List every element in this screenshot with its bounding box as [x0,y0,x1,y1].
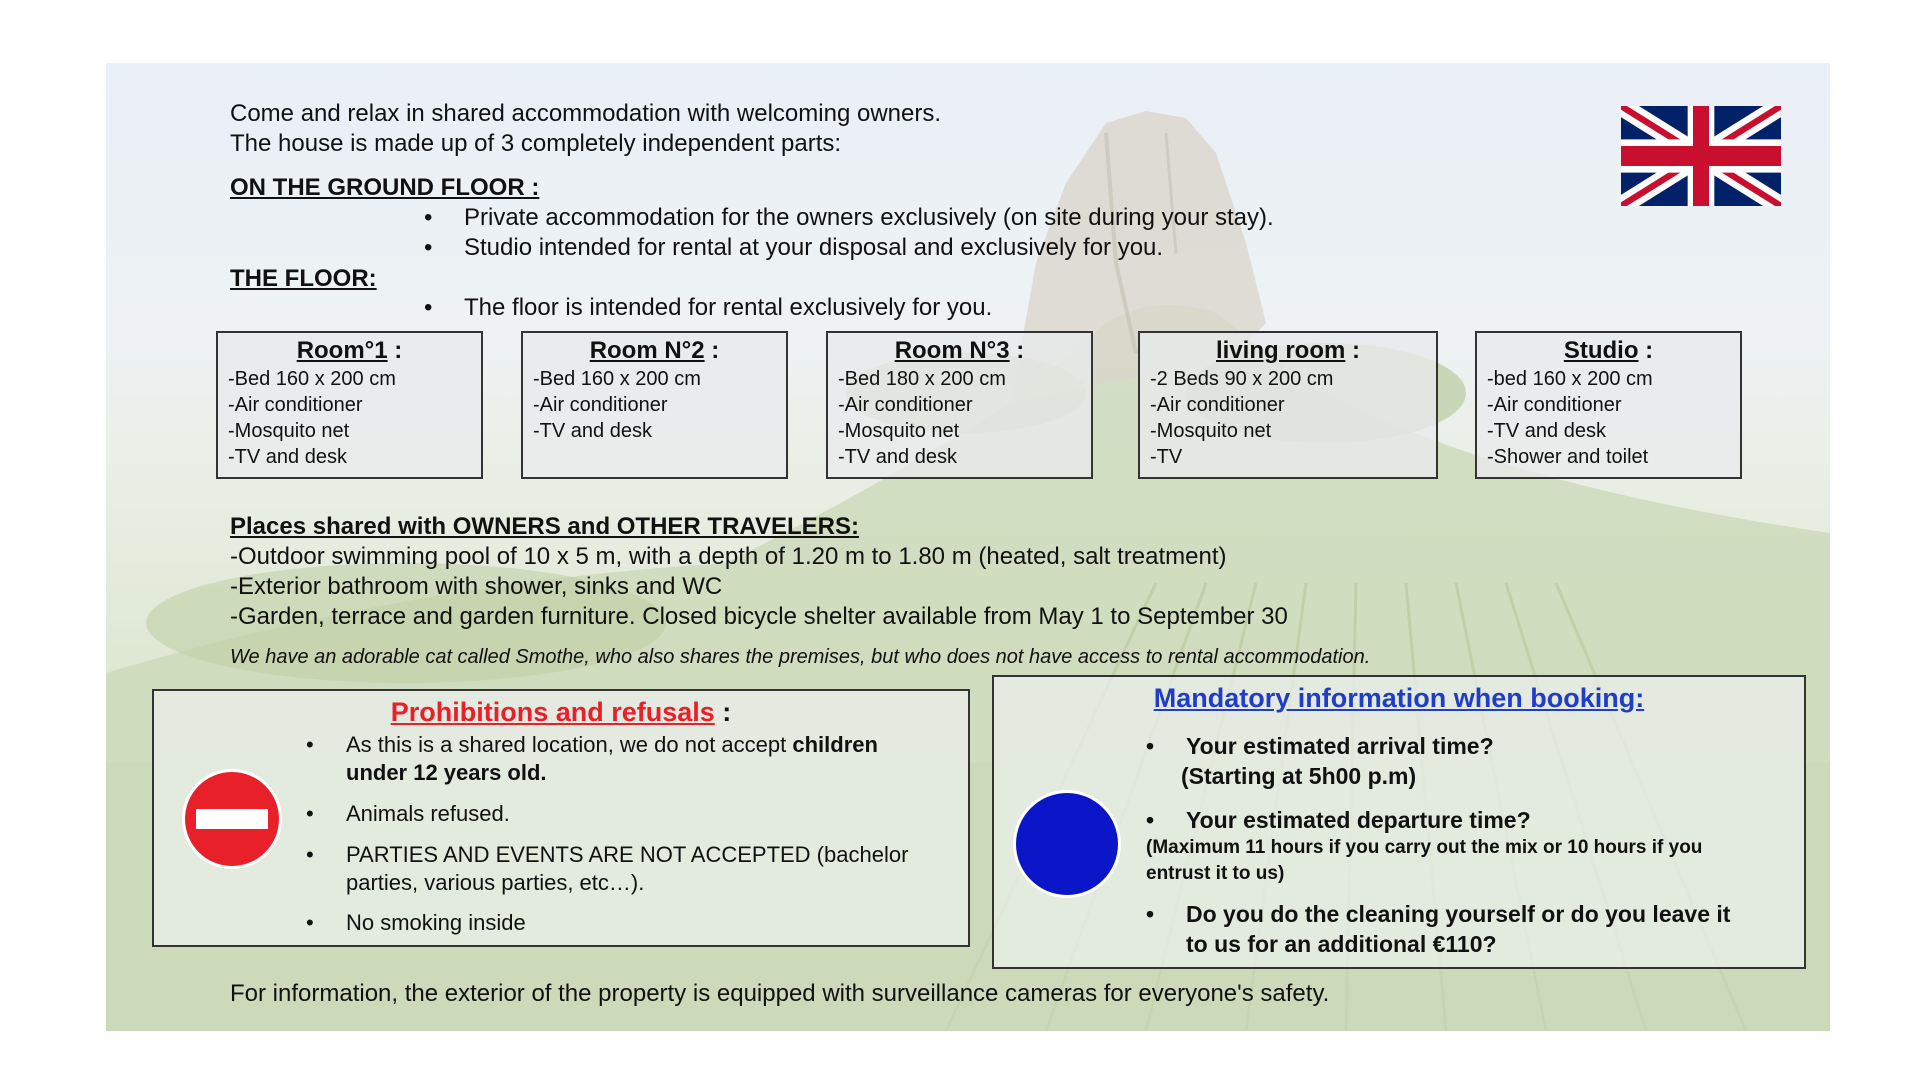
room-card-3 [826,331,1093,479]
cat-note: We have an adorable cat called Smothe, who also shares the premises, but who does not have access to rental accommodation. [230,646,1371,668]
mandatory-circle-icon [1012,789,1122,899]
room-feature: -Shower and toilet [1487,446,1649,468]
ground-floor-heading: ON THE GROUND FLOOR : [230,174,540,201]
room-card-studio [1475,331,1742,479]
prohibitions-title: Prohibitions and refusals : [390,697,732,727]
room-feature: -TV and desk [1487,420,1606,442]
room-feature: -Air conditioner [1487,394,1622,416]
shared-line: -Outdoor swimming pool of 10 x 5 m, with a depth of 1.20 m to 1.80 m (heated, salt treatment) [230,543,1227,570]
shared-line: -Garden, terrace and garden furniture. Closed bicycle shelter available from May 1 to September 30 [230,603,1288,630]
slide: Come and relax in shared accommodation with welcoming owners. The house is made up of 3 completely independent parts: ON THE GROUND FLOOR : • Private accommodation for the owners exclusively (on site during your stay). • Studio intended for rental at your disposal and exclusively for you. THE FLOOR: • The floor is intended for rental exclusively for you. Room°1 : -Bed 160 x 200 cm -Air conditioner -Mosquito net -TV and desk Room N°2 : -Bed 160 x 200 cm -Air conditioner -TV and desk Room N°3 : -Bed 180 x 200 cm -Air conditioner -Mosquito net -TV and desk living room : -2 Beds 90 x 200 cm -Air conditioner -Mosquito net -TV Studio : -bed 160 x 200 cm -Air conditioner -TV and desk -Shower and toilet Places shared with OWNERS and OTHER TRAVELERS: -Outdoor swimming pool of 10 x 5 m, with a depth of 1.20 m to 1.80 m (heated, salt treatment) -Exterior bathroom with shower, sinks and WC -Garden, terrace and garden furniture. Closed bicycle shelter available from May 1 to September 30 We have an adorable cat called Smothe, who also shares the premises, but who does not have access to rental accommodation. Prohibitions and refusals : • As this is a shared location, we do not accept children under 12 years old. • Animals refused. • PARTIES AND EVENTS ARE NOT ACCEPTED (bachelor parties, various parties, etc…). • No smoking inside Mandatory information when booking: • Your estimated arrival time? (Starting at 5h00 p.m) • Your estimated departure time? (Maximum 11 hours if you carry out the mix or 10 hours if you entrust it to us) • Do you do the cleaning yourself or do you leave it to us for an additional €110? For information, the exterior of the property is equipped with surveillance cameras for everyone's safety. [106,63,1830,1031]
room-feature: -Bed 160 x 200 cm [228,368,396,390]
room-feature: -TV and desk [838,446,957,468]
room-title: living room : [1215,337,1360,364]
room-feature: -Bed 160 x 200 cm [533,368,701,390]
room-title: Studio : [1563,337,1654,364]
room-card-living-room [1138,331,1438,479]
the-floor-heading: THE FLOOR: [230,265,377,292]
room-feature: -Mosquito net [228,420,350,442]
room-feature: -bed 160 x 200 cm [1487,368,1653,390]
room-title: Room N°2 : [589,337,720,364]
room-title: Room N°3 : [894,337,1025,364]
room-card-2 [521,331,788,479]
footer-note: For information, the exterior of the property is equipped with surveillance cameras for everyone's safety. [230,980,1330,1007]
union-jack-flag-icon [1621,106,1781,206]
room-feature: -Mosquito net [838,420,960,442]
room-feature: -2 Beds 90 x 200 cm [1150,368,1334,390]
shared-heading: Places shared with OWNERS and OTHER TRAVELERS: [230,513,859,540]
room-feature: -TV [1150,446,1183,468]
room-feature: -Air conditioner [228,394,363,416]
room-card-1 [216,331,483,479]
intro-line-1: Come and relax in shared accommodation with welcoming owners. [230,100,941,127]
prohibitions-panel: Prohibitions and refusals : • As this is a shared location, we do not accept children under 12 years old. • Animals refused. • PARTIES AND EVENTS ARE NOT ACCEPTED (bachelor parties, various parties, etc…). • No smoking inside [152,689,970,947]
mandatory-info-panel: Mandatory information when booking: • Your estimated arrival time? (Starting at 5h00 p.m) • Your estimated departure time? (Maximum 11 hours if you carry out the mix or 10 hours if you entrust it to us) • Do you do the cleaning yourself or do you leave it to us for an additional €110? [992,675,1806,969]
shared-line: -Exterior bathroom with shower, sinks and WC [230,573,723,600]
room-feature: -Air conditioner [533,394,668,416]
room-feature: -Bed 180 x 200 cm [838,368,1006,390]
room-feature: -TV and desk [228,446,347,468]
room-feature: -Air conditioner [838,394,973,416]
room-feature: -Air conditioner [1150,394,1285,416]
mandatory-title: Mandatory information when booking: [1153,683,1645,713]
room-feature: -TV and desk [533,420,652,442]
room-title: Room°1 : [296,337,403,364]
intro-line-2: The house is made up of 3 completely independent parts: [230,130,842,157]
room-feature: -Mosquito net [1150,420,1272,442]
no-entry-icon [180,767,284,871]
